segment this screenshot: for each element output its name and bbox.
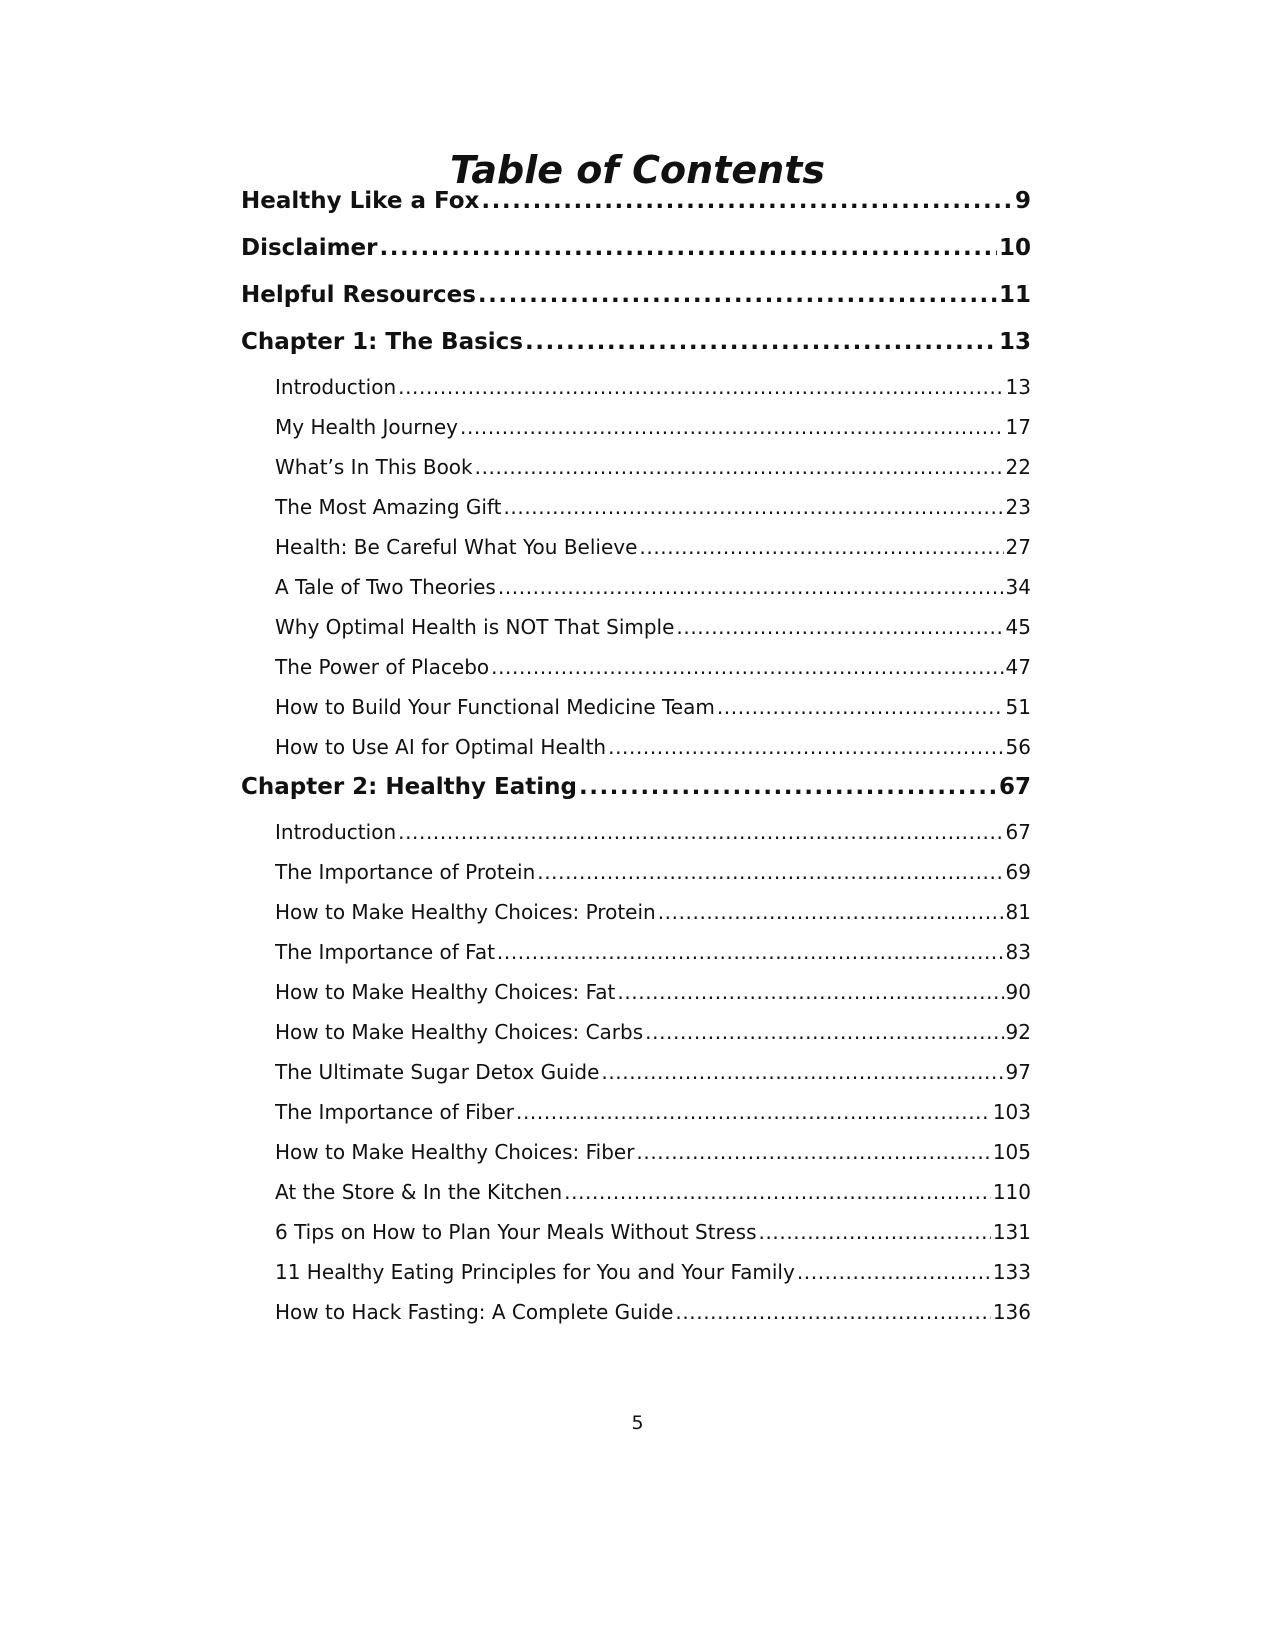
toc-entry-label: How to Make Healthy Choices: Fat (275, 980, 616, 1004)
toc-entry-label: What’s In This Book (275, 455, 473, 479)
dot-leader (717, 693, 1004, 721)
toc-entry-whats-in-this-book[interactable] (275, 453, 1031, 481)
toc-entry-page: 51 (1005, 695, 1031, 719)
toc-entry-page: 97 (1005, 1060, 1031, 1084)
toc-entry-use-ai[interactable] (275, 733, 1031, 761)
toc-entry-label: Why Optimal Health is NOT That Simple (275, 615, 675, 639)
toc-entry-label: The Importance of Fiber (275, 1100, 514, 1124)
toc-entry-label: The Importance of Protein (275, 860, 536, 884)
toc-entry-label: The Most Amazing Gift (275, 495, 502, 519)
toc-entry-page: 131 (992, 1220, 1031, 1244)
toc-entry-importance-of-fiber[interactable] (275, 1098, 1031, 1126)
toc-entry-page: 11 (998, 282, 1031, 308)
toc-entry-label: How to Use AI for Optimal Health (275, 735, 607, 759)
toc-entry-most-amazing-gift[interactable] (275, 493, 1031, 521)
toc-entry-page: 90 (1005, 980, 1031, 1004)
toc-entry-label: A Tale of Two Theories (275, 575, 496, 599)
toc-entry-page: 13 (1005, 375, 1031, 399)
dot-leader (537, 858, 1003, 886)
dot-leader (579, 772, 997, 802)
dot-leader (491, 653, 1003, 681)
toc-entry-page: 10 (998, 235, 1031, 261)
toc-entry-label: My Health Journey (275, 415, 458, 439)
dot-leader (478, 280, 997, 310)
toc-entry-page: 83 (1005, 940, 1031, 964)
toc-entry-label: 6 Tips on How to Plan Your Meals Without Stress (275, 1220, 757, 1244)
toc-entry-page: 9 (1014, 188, 1031, 214)
toc-entry-label: Disclaimer (241, 235, 378, 261)
dot-leader (797, 1258, 991, 1286)
toc-entry-why-optimal-health[interactable] (275, 613, 1031, 641)
toc-entry-label: Healthy Like a Fox (241, 188, 480, 214)
dot-leader (639, 533, 1003, 561)
toc-entry-page: 23 (1005, 495, 1031, 519)
toc-entry-power-of-placebo[interactable] (275, 653, 1031, 681)
dot-leader (460, 413, 1004, 441)
dot-leader (475, 453, 1004, 481)
toc-entry-importance-of-fat[interactable] (275, 938, 1031, 966)
toc-entry-label: The Importance of Fat (275, 940, 495, 964)
toc-entry-page: 34 (1005, 575, 1031, 599)
dot-leader (498, 573, 1004, 601)
toc-entry-page: 47 (1005, 655, 1031, 679)
toc-entry-page: 45 (1005, 615, 1031, 639)
toc-entry-label: Health: Be Careful What You Believe (275, 535, 638, 559)
toc-entry-disclaimer[interactable] (241, 233, 1031, 263)
toc-entry-introduction-2[interactable] (275, 818, 1031, 846)
toc-entry-tale-of-two-theories[interactable] (275, 573, 1031, 601)
toc-entry-page: 92 (1005, 1020, 1031, 1044)
toc-entry-page: 17 (1005, 415, 1031, 439)
toc-entry-page: 27 (1005, 535, 1031, 559)
dot-leader (645, 1018, 1003, 1046)
toc-entry-label: The Ultimate Sugar Detox Guide (275, 1060, 600, 1084)
toc-entry-page: 56 (1005, 735, 1031, 759)
toc-entry-choices-fiber[interactable] (275, 1138, 1031, 1166)
toc-entry-label: Chapter 2: Healthy Eating (241, 774, 577, 800)
toc-entry-label: Introduction (275, 820, 397, 844)
toc-entry-eating-principles[interactable] (275, 1258, 1031, 1286)
dot-leader (516, 1098, 991, 1126)
dot-leader (676, 613, 1003, 641)
toc-entry-choices-protein[interactable] (275, 898, 1031, 926)
toc-entry-page: 67 (998, 774, 1031, 800)
toc-entry-page: 69 (1005, 860, 1031, 884)
toc-entry-label: How to Make Healthy Choices: Protein (275, 900, 656, 924)
toc-entry-choices-fat[interactable] (275, 978, 1031, 1006)
toc-entry-functional-medicine-team[interactable] (275, 693, 1031, 721)
toc-entry-chapter-1[interactable] (241, 327, 1031, 357)
dot-leader (617, 978, 1003, 1006)
toc-entry-be-careful-what-you-believe[interactable] (275, 533, 1031, 561)
toc-entry-page: 110 (992, 1180, 1031, 1204)
toc-entry-page: 105 (992, 1140, 1031, 1164)
page-number: 5 (631, 1412, 644, 1434)
page-title: Table of Contents (450, 148, 825, 192)
toc-entry-store-and-kitchen[interactable] (275, 1178, 1031, 1206)
toc-entry-hack-fasting[interactable] (275, 1298, 1031, 1326)
toc-entry-introduction[interactable] (275, 373, 1031, 401)
dot-leader (608, 733, 1003, 761)
dot-leader (759, 1218, 991, 1246)
toc-entry-sugar-detox-guide[interactable] (275, 1058, 1031, 1086)
toc-entry-chapter-2[interactable] (241, 772, 1031, 802)
dot-leader (636, 1138, 990, 1166)
toc-entry-choices-carbs[interactable] (275, 1018, 1031, 1046)
dot-leader (380, 233, 997, 263)
dot-leader (675, 1298, 990, 1326)
toc-entry-label: How to Make Healthy Choices: Fiber (275, 1140, 635, 1164)
toc-entry-label: How to Hack Fasting: A Complete Guide (275, 1300, 674, 1324)
dot-leader (564, 1178, 991, 1206)
toc-entry-page: 67 (1005, 820, 1031, 844)
toc-entry-my-health-journey[interactable] (275, 413, 1031, 441)
toc-entry-label: Introduction (275, 375, 397, 399)
dot-leader (601, 1058, 1003, 1086)
toc-entry-page: 81 (1005, 900, 1031, 924)
toc-entry-label: Chapter 1: The Basics (241, 329, 524, 355)
dot-leader (497, 938, 1004, 966)
toc-entry-page: 103 (992, 1100, 1031, 1124)
toc-entry-label: How to Build Your Functional Medicine Team (275, 695, 715, 719)
toc-entry-helpful-resources[interactable] (241, 280, 1031, 310)
dot-leader (503, 493, 1003, 521)
dot-leader (398, 373, 1003, 401)
toc-entry-plan-meals[interactable] (275, 1218, 1031, 1246)
dot-leader (525, 327, 997, 357)
dot-leader (481, 186, 1013, 216)
toc-entry-importance-of-protein[interactable] (275, 858, 1031, 886)
toc-entry-label: Helpful Resources (241, 282, 476, 308)
toc-entry-label: How to Make Healthy Choices: Carbs (275, 1020, 644, 1044)
dot-leader (658, 898, 1004, 926)
toc-entry-healthy-like-a-fox[interactable] (241, 186, 1031, 216)
toc-entry-label: The Power of Placebo (275, 655, 490, 679)
toc-entry-page: 133 (992, 1260, 1031, 1284)
toc-entry-page: 136 (992, 1300, 1031, 1324)
toc-entry-page: 13 (998, 329, 1031, 355)
toc-entry-label: 11 Healthy Eating Principles for You and Your Family (275, 1260, 795, 1284)
toc-entry-label: At the Store & In the Kitchen (275, 1180, 563, 1204)
dot-leader (398, 818, 1003, 846)
toc-entry-page: 22 (1005, 455, 1031, 479)
